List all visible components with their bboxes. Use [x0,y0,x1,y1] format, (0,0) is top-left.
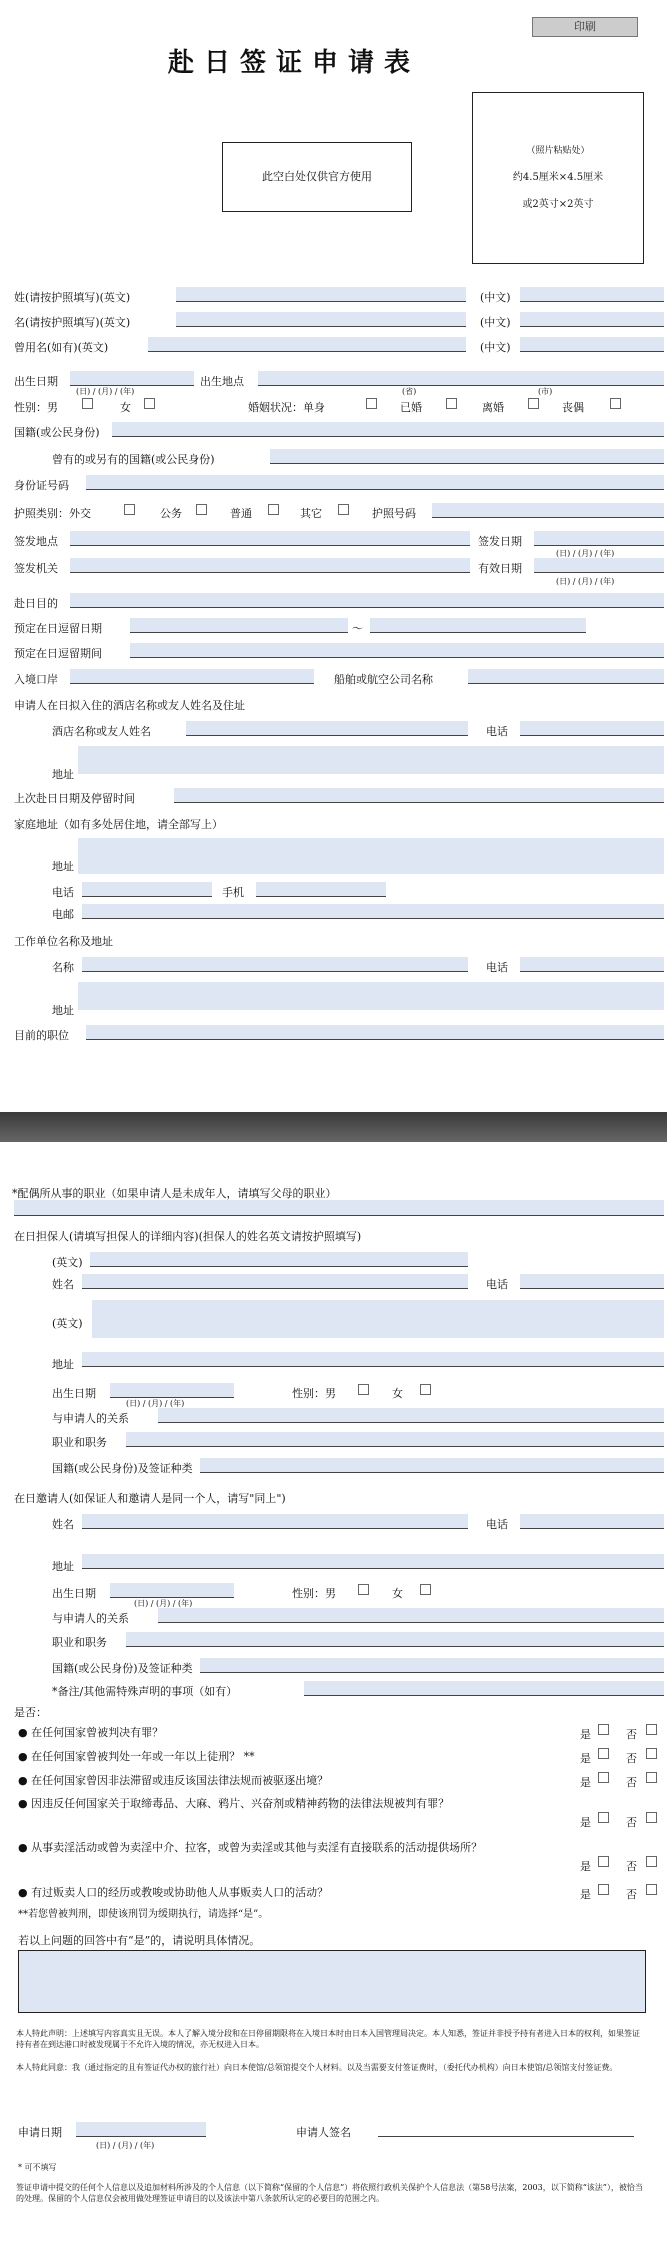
i-dob-field[interactable] [110,1583,234,1598]
port-label: 入境口岸 [14,673,58,686]
other-checkbox[interactable] [338,504,349,515]
q3-yes-label: 是 [580,1776,591,1789]
photo-size-inch: 或2英寸×2英寸 [522,199,594,210]
q5-yes-label: 是 [580,1860,591,1873]
stay-tilde: ～ [352,622,363,635]
nationality-label: 国籍(或公民身份) [14,426,100,439]
i-name-label: 姓名 [52,1518,74,1531]
q3-no-label: 否 [626,1776,637,1789]
divorced-checkbox[interactable] [528,398,539,409]
former-name-label: 曾用名(如有)(英文) [14,341,109,354]
hotel-address-label: 地址 [52,768,74,781]
g-phone-label: 电话 [486,1278,508,1291]
id-label: 身份证号码 [14,479,69,492]
g-address-field[interactable] [82,1352,664,1367]
period-field[interactable] [130,643,664,658]
page-separator [0,1112,667,1142]
g-sex-label: 性别：男 [292,1387,336,1400]
g-relation-field[interactable] [158,1408,664,1423]
q5-no-checkbox[interactable] [646,1856,657,1867]
id-field[interactable] [86,475,664,490]
question-6: ● 有过贩卖人口的经历或教唆或协助他人从事贩卖人口的活动？ [18,1886,329,1899]
hotel-phone-label: 电话 [486,725,508,738]
given-field[interactable] [176,312,466,327]
conviction-note: **若您曾被判刑，即使该刑罚为缓期执行，请选择“是”。 [18,1909,269,1920]
former-cn-label: (中文) [480,341,511,354]
work-phone-field[interactable] [520,957,664,972]
sex-label: 性别：男 [14,401,58,414]
question-5-text: 从事卖淫活动或曾为卖淫中介、拉客，或曾为卖淫或其他与卖淫有直接联系的活动提供场所？ [31,1841,483,1854]
ship-field[interactable] [468,669,664,684]
g-occupation-label: 职业和职务 [52,1436,107,1449]
work-name-label: 名称 [52,961,74,974]
g-nat-label: 国籍(或公民身份)及签证种类 [52,1462,193,1475]
hotel-name-label: 酒店名称或友人姓名 [52,725,151,738]
g-english-field[interactable] [90,1252,468,1267]
whether-label: 是否： [14,1706,47,1719]
explain-label: 若以上问题的回答中有“是”的，请说明具体情况。 [18,1934,261,1947]
q1-yes-checkbox[interactable] [598,1724,609,1735]
i-dob-label: 出生日期 [52,1587,96,1600]
official-checkbox[interactable] [196,504,207,515]
widowed-checkbox[interactable] [610,398,621,409]
authority-field[interactable] [70,558,470,573]
i-address-field[interactable] [82,1554,664,1569]
g-dob-label: 出生日期 [52,1387,96,1400]
g-address-label: 地址 [52,1358,74,1371]
q6-yes-checkbox[interactable] [598,1884,609,1895]
q1-yes-label: 是 [580,1728,591,1741]
remarks-field[interactable] [304,1681,664,1696]
hotel-name-field[interactable] [186,721,468,736]
i-female-label: 女 [392,1587,403,1600]
question-4: ● 因违反任何国家关于取缔毒品、大麻、鸦片、兴奋剂或精神药物的法律法规被判有罪？ [18,1797,450,1810]
g-dob-field[interactable] [110,1383,234,1398]
i-name-field[interactable] [82,1514,468,1529]
i-dob-format: (日) / (月) / (年) [134,1599,193,1608]
guarantor-header: 在日担保人(请填写担保人的详细内容)(担保人的姓名英文请按护照填写) [14,1230,362,1243]
ordinary-label: 普通 [230,507,252,520]
widowed-label: 丧偶 [562,401,584,414]
authority-label: 签发机关 [14,562,58,575]
date-issue-field[interactable] [534,531,664,546]
i-male-checkbox[interactable] [358,1584,369,1595]
surname-cn-field[interactable] [520,287,664,302]
work-name-field[interactable] [82,957,468,972]
question-2-text: 在任何国家曾被判处一年或一年以上徒刑？ ** [31,1750,255,1763]
married-checkbox[interactable] [446,398,457,409]
app-sign-field[interactable] [378,2122,634,2137]
i-nat-label: 国籍(或公民身份)及签证种类 [52,1662,193,1675]
work-address-field[interactable] [78,982,664,1010]
i-occupation-field[interactable] [126,1632,664,1647]
q4-yes-label: 是 [580,1816,591,1829]
date-issue-label: 签发日期 [478,535,522,548]
official-label: 公务 [160,507,182,520]
stay-label: 预定在日逗留日期 [14,622,102,635]
given-label: 名(请按护照填写)(英文) [14,316,131,329]
print-button[interactable]: 印刷 [532,17,638,37]
expiry-format: (日) / (月) / (年) [556,577,615,586]
position-label: 目前的职位 [14,1029,69,1042]
expiry-field[interactable] [534,558,664,573]
work-phone-label: 电话 [486,961,508,974]
g-male-checkbox[interactable] [358,1384,369,1395]
diplomatic-checkbox[interactable] [124,504,135,515]
i-phone-label: 电话 [486,1518,508,1531]
question-2: ● 在任何国家曾被判处一年或一年以上徒刑？ ** [18,1750,255,1763]
photo-box [472,92,644,264]
q6-no-checkbox[interactable] [646,1884,657,1895]
stay-from-field[interactable] [130,618,348,633]
q2-no-checkbox[interactable] [646,1748,657,1759]
former-nationality-field[interactable] [270,449,664,464]
q2-yes-checkbox[interactable] [598,1748,609,1759]
i-address-label: 地址 [52,1560,74,1573]
g-female-label: 女 [392,1387,403,1400]
home-address-field[interactable] [78,838,664,874]
q4-no-checkbox[interactable] [646,1812,657,1823]
given-cn-field[interactable] [520,312,664,327]
dob-format: (日) / (月) / (年) [76,387,135,396]
q3-yes-checkbox[interactable] [598,1772,609,1783]
app-date-label: 申请日期 [18,2126,62,2139]
explain-field[interactable] [18,1950,646,2013]
q4-no-label: 否 [626,1816,637,1829]
former-nationality-label: 曾有的或另有的国籍(或公民身份) [52,453,215,466]
passport-no-label: 护照号码 [372,507,416,520]
question-1-text: 在任何国家曾被判决有罪？ [31,1726,164,1739]
app-sign-label: 申请人签名 [296,2126,351,2139]
purpose-label: 赴日目的 [14,597,58,610]
remarks-label: *备注/其他需特殊声明的事项（如有） [52,1685,238,1698]
q2-no-label: 否 [626,1752,637,1765]
spouse-label: *配偶所从事的职业（如果申请人是未成年人，请填写父母的职业） [12,1187,337,1200]
question-4-text: 因违反任何国家关于取缔毒品、大麻、鸦片、兴奋剂或精神药物的法律法规被判有罪？ [31,1797,450,1810]
dob-label: 出生日期 [14,375,58,388]
expiry-label: 有效日期 [478,562,522,575]
home-address-label: 地址 [52,860,74,873]
i-relation-label: 与申请人的关系 [52,1612,129,1625]
q1-no-checkbox[interactable] [646,1724,657,1735]
email-field[interactable] [82,904,664,919]
single-checkbox[interactable] [366,398,377,409]
email-label: 电邮 [52,908,74,921]
home-phone-field[interactable] [82,882,212,897]
last-visit-field[interactable] [174,788,664,803]
passport-type-label: 护照类别：外交 [14,507,91,520]
city-label: (市) [538,387,553,396]
q2-yes-label: 是 [580,1752,591,1765]
question-6-text: 有过贩卖人口的经历或教唆或协助他人从事贩卖人口的活动？ [31,1886,329,1899]
pob-label: 出生地点 [200,375,244,388]
hotel-address-field[interactable] [78,746,664,774]
q6-yes-label: 是 [580,1888,591,1901]
sex-female-checkbox[interactable] [144,398,155,409]
i-nat-field[interactable] [200,1658,664,1673]
ship-label: 船舶或航空公司名称 [334,673,433,686]
question-5: ● 从事卖淫活动或曾为卖淫中介、拉客，或曾为卖淫或其他与卖淫有直接联系的活动提供场所？ [18,1841,483,1854]
home-header: 家庭地址（如有多处居住地，请全部写上） [14,818,223,831]
app-date-format: (日) / (月) / (年) [96,2141,155,2150]
hotel-phone-field[interactable] [520,721,664,736]
q5-no-label: 否 [626,1860,637,1873]
port-field[interactable] [70,669,314,684]
declaration-1: 本人特此声明：上述填写内容真实且无误。本人了解入境分段和在日停留期限将在入境日本时由日本入国管理局决定。本人知悉，签证并非授予持有者进入日本的权利，如果签证持有者在到达港口时被发现属于不允许入境的情况，亦无权进入日本。 [16,2029,640,2049]
home-phone-label: 电话 [52,886,74,899]
former-name-field[interactable] [148,337,466,352]
g-english2-label: (英文) [52,1317,83,1330]
question-3-text: 在任何国家曾因非法滞留或违反该国法律法规而被驱逐出境？ [31,1774,329,1787]
work-address-label: 地址 [52,1004,74,1017]
q5-yes-checkbox[interactable] [598,1856,609,1867]
g-english-label: (英文) [52,1256,83,1269]
q6-no-label: 否 [626,1888,637,1901]
sex-male-checkbox[interactable] [82,398,93,409]
dob-field[interactable] [70,371,194,386]
marital-label: 婚姻状况：单身 [248,401,325,414]
form-title: 赴日签证申请表 [168,48,421,78]
q3-no-checkbox[interactable] [646,1772,657,1783]
surname-label: 姓(请按护照填写)(英文) [14,291,131,304]
former-cn-field[interactable] [520,337,664,352]
g-occupation-field[interactable] [126,1432,664,1447]
stay-to-field[interactable] [370,618,586,633]
passport-no-field[interactable] [432,503,664,518]
i-female-checkbox[interactable] [420,1584,431,1595]
married-label: 已婚 [400,401,422,414]
last-visit-label: 上次赴日日期及停留时间 [14,792,135,805]
other-label: 其它 [300,507,322,520]
mobile-label: 手机 [222,886,244,899]
photo-label: （照片粘贴处） [526,146,590,156]
question-3: ● 在任何国家曾因非法滞留或违反该国法律法规而被驱逐出境？ [18,1774,329,1787]
nationality-field[interactable] [112,422,664,437]
place-issue-field[interactable] [70,531,470,546]
period-label: 预定在日逗留期间 [14,647,102,660]
photo-size: 约4.5厘米×4.5厘米 [512,172,604,183]
g-relation-label: 与申请人的关系 [52,1412,129,1425]
given-cn-label: (中文) [480,316,511,329]
position-field[interactable] [86,1025,664,1040]
g-female-checkbox[interactable] [420,1384,431,1395]
i-sex-label: 性别：男 [292,1587,336,1600]
place-issue-label: 签发地点 [14,535,58,548]
g-english2-field[interactable] [92,1300,664,1338]
province-label: (省) [402,387,417,396]
spouse-field[interactable] [14,1200,664,1216]
hotel-header: 申请人在日拟入住的酒店名称或友人姓名及住址 [14,699,245,712]
g-nat-field[interactable] [200,1458,664,1473]
i-occupation-label: 职业和职务 [52,1636,107,1649]
purpose-field[interactable] [70,593,664,608]
official-use-box: 此空白处仅供官方使用 [222,142,412,212]
divorced-label: 离婚 [482,401,504,414]
mobile-field[interactable] [256,882,386,897]
g-phone-field[interactable] [520,1274,664,1289]
female-label: 女 [120,401,131,414]
declaration-2: 本人特此同意：我（通过指定的且有签证代办权的旅行社）向日本使馆/总领馆提交个人材料。以及当需要支付签证费时，（委托代办机构）向日本使馆/总领馆支付签证费。 [16,2063,618,2072]
g-name-label: 姓名 [52,1278,74,1291]
privacy-notice: 签证申请中提交的任何个人信息以及追加材料所涉及的个人信息（以下简称“保留的个人信息”）将依照行政机关保护个人信息法（第58号法案，2003，以下简称“该法”），被恰当的处理。保留的个人信息仅会被用做处理签证申请目的以及该法中第八条款所认定的必要目的范围之内。 [16,2183,643,2203]
surname-cn-label: (中文) [480,291,511,304]
optional-note: * 可不填写 [18,2163,57,2172]
ordinary-checkbox[interactable] [268,504,279,515]
app-date-field[interactable] [76,2122,206,2137]
q1-no-label: 否 [626,1728,637,1741]
question-1: ● 在任何国家曾被判决有罪？ [18,1726,164,1739]
i-relation-field[interactable] [158,1608,664,1623]
inviter-header: 在日邀请人(如保证人和邀请人是同一个人，请写"同上") [14,1492,286,1505]
date-issue-format: (日) / (月) / (年) [556,549,615,558]
work-header: 工作单位名称及地址 [14,935,113,948]
g-dob-format: (日) / (月) / (年) [126,1399,185,1408]
g-name-field[interactable] [82,1274,468,1289]
i-phone-field[interactable] [520,1514,664,1529]
q4-yes-checkbox[interactable] [598,1812,609,1823]
surname-field[interactable] [176,287,466,302]
pob-field[interactable] [258,371,664,386]
